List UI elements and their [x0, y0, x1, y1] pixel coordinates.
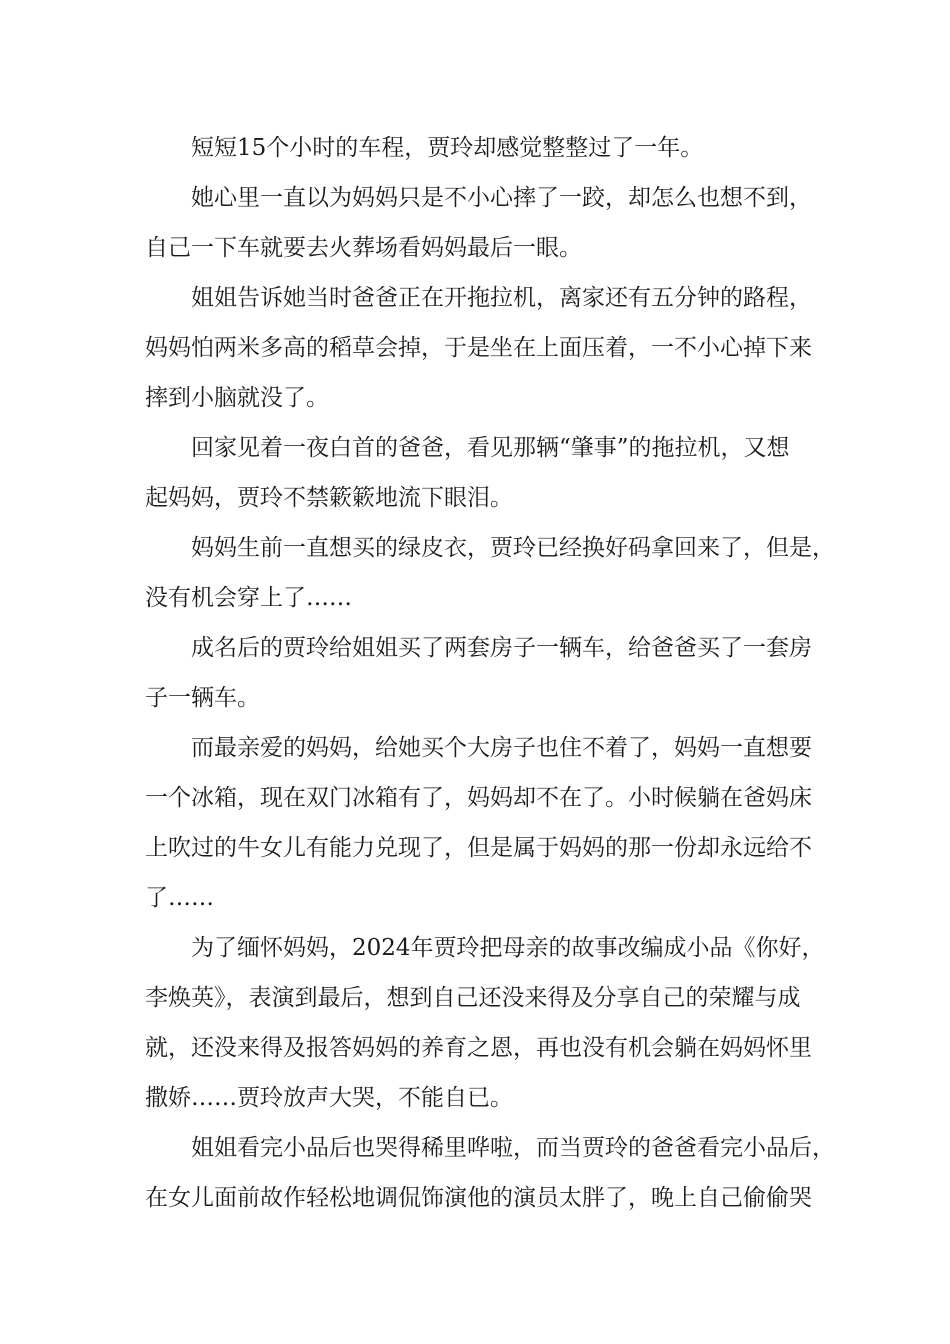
text-line: 妈妈生前一直想买的绿皮衣，贾玲已经换好码拿回来了，但是，	[191, 535, 835, 561]
text-line: 她心里一直以为妈妈只是不小心摔了一跤，却怎么也想不到，	[191, 185, 812, 211]
text-line: 姐姐看完小品后也哭得稀里哗啦，而当贾玲的爸爸看完小品后，	[191, 1135, 835, 1161]
text-line: 回家见着一夜白首的爸爸，看见那辆“肇事”的拖拉机，又想	[191, 435, 790, 461]
text-line: 李焕英》，表演到最后，想到自己还没来得及分享自己的荣耀与成	[145, 985, 801, 1011]
text-line: 撒娇……贾玲放声大哭，不能自已。	[145, 1085, 513, 1111]
text-line: 姐姐告诉她当时爸爸正在开拖拉机，离家还有五分钟的路程，	[191, 285, 812, 311]
text-line: 没有机会穿上了……	[145, 585, 352, 611]
text-line: 短短15个小时的车程，贾玲却感觉整整过了一年。	[191, 135, 704, 161]
text-line: 子一辆车。	[145, 685, 260, 711]
text-line: 为了缅怀妈妈，2024年贾玲把母亲的故事改编成小品《你好，	[191, 935, 825, 961]
text-line: 在女儿面前故作轻松地调侃饰演他的演员太胖了，晚上自己偷偷哭	[145, 1185, 812, 1211]
text-line: 而最亲爱的妈妈，给她买个大房子也住不着了，妈妈一直想要	[191, 735, 812, 761]
text-line: 摔到小脑就没了。	[145, 385, 329, 411]
text-line: 成名后的贾玲给姐姐买了两套房子一辆车，给爸爸买了一套房	[191, 635, 812, 661]
body-text	[145, 132, 835, 1232]
text-line: 上吹过的牛女儿有能力兑现了，但是属于妈妈的那一份却永远给不	[145, 835, 812, 861]
text-line: 一个冰箱，现在双门冰箱有了，妈妈却不在了。小时候躺在爸妈床	[145, 785, 812, 811]
text-line: 就，还没来得及报答妈妈的养育之恩，再也没有机会躺在妈妈怀里	[145, 1035, 812, 1061]
text-line: 妈妈怕两米多高的稻草会掉，于是坐在上面压着，一不小心掉下来	[145, 335, 812, 361]
text-line: 了……	[145, 885, 214, 911]
text-line: 起妈妈，贾玲不禁簌簌地流下眼泪。	[145, 485, 513, 511]
text-line: 自己一下车就要去火葬场看妈妈最后一眼。	[145, 235, 582, 261]
